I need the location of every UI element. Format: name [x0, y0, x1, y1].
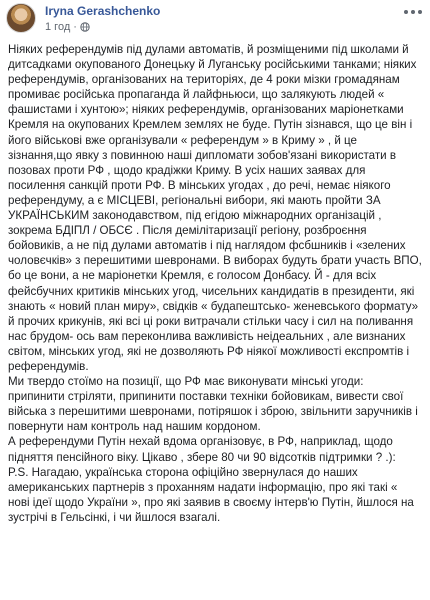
post-header — [0, 0, 430, 40]
post-meta — [45, 21, 90, 33]
globe-icon[interactable] — [80, 22, 90, 32]
post-text: Ніяких референдумів під дулами автоматів, й розміщеними під школами й дитсадками окупованого Донецьку й Луганську російськими танками; ніяких референдумів, організованих на територіях, де 4 роки мізки громадянам промиває російська пропаганда й лайфньюси, що залякують людей « фашистами і хунтою»; ніяких референдумів, організованих маріонетками Кремля на окупованих Кремлем землях не буде. Путін зізнався, що це він і його військові вже організували « референдум » в Криму » , й це зізнання,що явку з повинною наші дипломати зобов'язані використати в позовах проти РФ , щодо крадіжки Криму. В усіх наших заявах для посилення санкцій проти РФ. В мінських угодах , до речі, немає ніякого референдуму, а є МІСЦЕВІ, регіональні вибори, які мають пройти ЗА УКРАЇНСЬКИМ законодавством, під егідою міжнародних організацій , зокрема БДІПЛ / ОБСЄ . Після демілітаризації регіону, розброєння бойовиків, а не під дулами автоматів і під наглядом фсбшників і «зелених чоловєчків» з перешитими шевронами. В виборах будуть брати участь ВПО, бо це вони, а не маріонетки Кремля, є голосом Донбасу. Й - для всіх фейсбучних критиків мінських угод, чисельних кандидатів в президенти, які знають « новий план миру», свідків « будапештсько- женевського формату» й прочих крикунів, які всі ці роки витрачали стільки часу і сил на поливання нас брудом- ось вам переконлива важливість неідеальних , але визнаних світом, мінських угод, які не дозволяють РФ ніякої можливості експромтів і референдумів. Ми твердо стоїмо на позиції, що РФ має виконувати мінські угоди: припинити стріляти, припинити поставки техніки бойовикам, вивести свої війська з перешитими шевронами, потіряшок і зброю, звільнити заручників і повернути нам контроль над нашим кордоном. А референдуми Путін нехай вдома організовує, в РФ, наприклад, щодо підняття пенсійного віку. Цікаво , збере 80 чи 90 відсотків підтримки ? .): P.S. Нагадаю, українська сторона офіційно звернулася до наших американських партнерів з проханням надати інформацію, про які такі « нові ідеї щодо України », про які заявив в своєму інтерв'ю Путін, йшлося на зустрічі в Гельсінкі, і чи йшлося взагалі. — [8, 43, 422, 524]
meta-separator: · — [73, 21, 77, 33]
author-name[interactable]: Iryna Gerashchenko — [45, 4, 161, 18]
author-avatar[interactable] — [6, 3, 36, 33]
more-options-icon[interactable] — [404, 6, 422, 18]
post-time[interactable]: 1 год — [45, 21, 71, 33]
